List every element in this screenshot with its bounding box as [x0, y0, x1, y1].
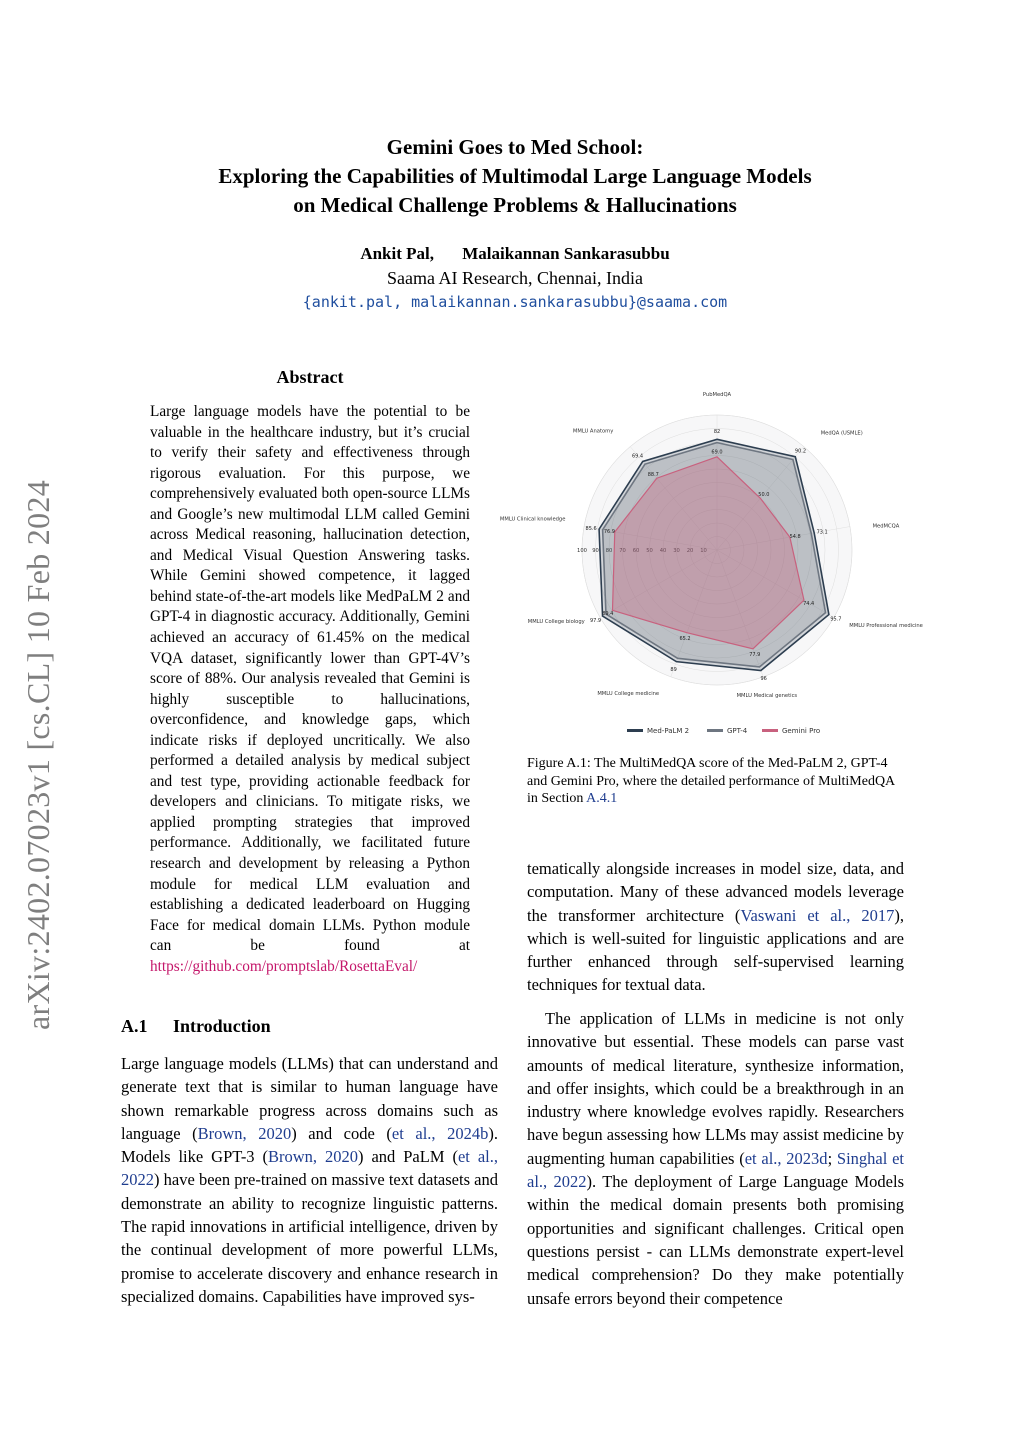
value-label-inner: 89.4: [602, 611, 614, 618]
radial-tick-label: 100: [577, 548, 587, 554]
author-list: [80, 244, 950, 264]
intro-paragraph-3: [527, 1007, 904, 1310]
value-label-outer: 85.6: [585, 525, 597, 532]
author-2: Malaikannan Sankarasubbu: [462, 244, 670, 263]
text-run: ). Models like GPT-3 (: [121, 1123, 498, 1167]
text-run: tematically alongside increases in model size, data, and computation. Many of these advanced models leverage the transformer architecture (: [527, 859, 904, 925]
radar-figure: [499, 392, 923, 752]
citation-vaswani-2017[interactable]: Vaswani et al., 2017: [740, 905, 895, 925]
radial-tick-label: 90: [592, 548, 599, 554]
value-label-outer: 89: [670, 667, 677, 674]
author-1: Ankit Pal,: [360, 244, 435, 263]
text-run: ), which is well-suited for linguistic applications and are further enhanced through self-supervised learning techniques for textual data.: [527, 905, 904, 995]
legend-label: Med-PaLM 2: [647, 727, 690, 735]
value-label-inner: 76.9: [603, 529, 616, 536]
github-link[interactable]: https://github.com/promptslab/RosettaEval/: [150, 957, 418, 975]
value-label-inner: 50.0: [758, 492, 770, 499]
value-label-inner: 65.2: [679, 635, 691, 642]
caption-label: Figure A.1:: [527, 756, 591, 771]
text-run: ;: [827, 1148, 837, 1168]
paper-title: [80, 133, 950, 220]
citation-2023d[interactable]: et al., 2023d: [744, 1148, 828, 1168]
text-run: Large language models (LLMs) that can understand and generate text that is similar to human language have shown remarkable progress across domains such as language (: [121, 1054, 498, 1143]
value-label-inner: 74.4: [803, 600, 815, 607]
intro-right-column-2: [527, 1007, 904, 1310]
citation-2022[interactable]: et al., 2022: [121, 1147, 498, 1190]
value-label-outer: 95.7: [830, 616, 842, 623]
section-heading: [121, 1016, 271, 1037]
radar-chart: [499, 392, 923, 752]
citation-2024b[interactable]: et al., 2024b: [391, 1123, 489, 1143]
caption-text: The MultiMedQA score of the Med-PaLM 2, GPT-4 and Gemini Pro, where the detailed performance of MultiMedQA in Section: [527, 756, 895, 806]
intro-right-column-1: [527, 857, 904, 997]
arxiv-identifier: arXiv:2402.07023v1 [cs.CL] 10 Feb 2024: [20, 480, 56, 1031]
value-label-outer: 73.1: [816, 529, 828, 536]
text-run: ) and code (: [291, 1123, 392, 1143]
value-label-inner: 54.8: [789, 534, 801, 541]
citation-brown-2020-b[interactable]: Brown, 2020: [268, 1147, 359, 1167]
text-run: ) have been pre-trained on massive text datasets and demonstrate an ability to recognize linguistic patterns. The rapid innovations in artificial intelligence, driven by the continual development of more powerful LLMs, promise to accelerate discovery and enhance research in specialized domains. Capabilities have improved sys-: [121, 1170, 498, 1306]
citation-singhal-2022[interactable]: Singhal et al., 2022: [527, 1148, 904, 1192]
value-label-outer: 69.4: [631, 453, 644, 460]
category-label: MMLU Professional medicine: [849, 622, 923, 629]
text-run: ). The deployment of Large Language Models within the medical domain presents both promising opportunities and significant challenges. Critical open questions persist - can LLMs demonstrate expert-level medical comprehension? Do they make potentially unsafe errors beyond their competence: [527, 1172, 904, 1308]
abstract-text: Large language models have the potential to be valuable in the healthcare industry, but it’s crucial to verify their safety and effectiveness through rigorous evaluation. For this purpose, we comprehensively evaluated both open-source LLMs and Google’s new multimodal LLM called Gemini across Medical reasoning, hallucination detection, and Medical Visual Question Answering tasks. While Gemini showed competence, it lagged behind state-of-the-art models like MedPaLM 2 and GPT-4 in diagnostic accuracy. Additionally, Gemini achieved an accuracy of 61.45% on the medical VQA dataset, significantly lower than GPT-4V’s score of 88%. Our analysis revealed that Gemini is highly susceptible to hallucinations, overconfidence, and knowledge gaps, which indicate risks if deployed uncritically. We also performed a detailed analysis by medical subject and test type, providing actionable feedback for developers and clinicians. To mitigate risks, we applied prompting strategies that improved performance. Additionally, we facilitated future research and development by releasing a Python module for medical LLM evaluation and establishing a dedicated leaderboard on Hugging Face for medical domain LLMs. Python module can be found at: [150, 403, 470, 955]
abstract-body: [150, 402, 470, 977]
legend-swatch: [762, 729, 778, 732]
section-number: A.1: [121, 1016, 148, 1036]
section-title: Introduction: [173, 1016, 271, 1036]
value-label-inner: 88.7: [647, 472, 659, 479]
title-line-2: Exploring the Capabilities of Multimodal Large Language Models: [218, 164, 812, 188]
value-label-inner: 69.0: [711, 449, 723, 456]
value-label-outer: 96: [760, 676, 767, 683]
category-label: MedMCQA: [872, 523, 900, 530]
text-run: The application of LLMs in medicine is not only innovative but essential. These models can parse vast amounts of medical literature, synthesize information, and offer insights, which could be a breakthrough in an industry where knowledge evolves rapidly. Researchers have begun assessing how LLMs may assist medicine by augmenting human capabilities (: [527, 1009, 904, 1168]
legend-label: Gemini Pro: [782, 727, 821, 735]
title-line-3: on Medical Challenge Problems & Hallucinations: [293, 193, 737, 217]
intro-paragraph-1: [121, 1052, 498, 1308]
value-label-outer: 97.9: [589, 618, 602, 625]
intro-left-column: [121, 1052, 498, 1308]
value-label-outer: 90.2: [794, 448, 807, 455]
category-label: MedQA (USMLE): [820, 430, 863, 437]
category-label: MMLU Medical genetics: [736, 693, 798, 700]
value-label-inner: 77.9: [749, 651, 761, 658]
value-label-outer: 82: [713, 429, 721, 436]
text-run: ) and PaLM (: [358, 1147, 458, 1167]
legend-swatch: [627, 729, 643, 732]
category-label: MMLU College medicine: [597, 691, 660, 698]
affiliation: Saama AI Research, Chennai, India: [387, 268, 643, 288]
title-line-1: Gemini Goes to Med School:: [386, 135, 644, 159]
caption-section-ref[interactable]: A.4.1: [586, 791, 618, 806]
category-label: MMLU Anatomy: [572, 428, 614, 435]
abstract-heading: Abstract: [276, 367, 344, 387]
category-label: MMLU Clinical knowledge: [499, 516, 566, 523]
category-label: PubMedQA: [702, 392, 732, 399]
category-label: MMLU College biology: [527, 618, 585, 625]
figure-caption: [527, 755, 905, 808]
author-email[interactable]: {ankit.pal, malaikannan.sankarasubbu}@saama.com: [302, 293, 728, 311]
legend-label: GPT-4: [727, 727, 748, 735]
citation-brown-2020[interactable]: Brown, 2020: [197, 1123, 292, 1143]
legend-swatch: [707, 729, 723, 732]
intro-paragraph-2: [527, 857, 904, 997]
